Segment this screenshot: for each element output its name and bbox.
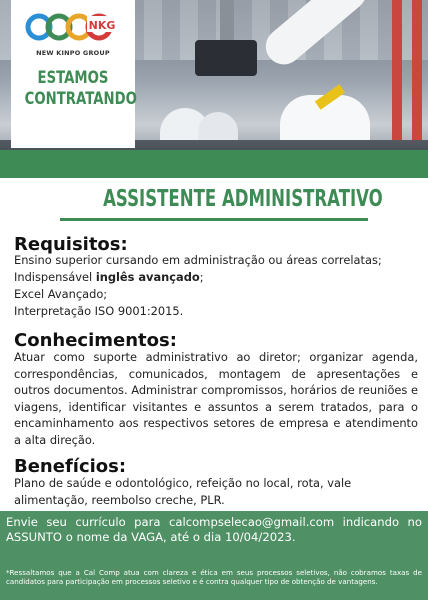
requisito-text: Indispensável: [14, 270, 96, 284]
hiring-headline-line2: CONTRATANDO: [24, 89, 137, 109]
requisito-item: Ensino superior cursando em administração ou áreas correlatas;: [14, 253, 382, 267]
footer-banner: [0, 511, 428, 600]
requisito-item: Excel Avançado;: [14, 287, 108, 301]
requisito-item: [14, 269, 418, 286]
factory-pillar: [392, 0, 402, 150]
logo-text: NKG: [88, 19, 116, 32]
hiring-headline-line1: ESTAMOS: [37, 68, 109, 88]
disclaimer-note: *Ressaltamos que a Cal Comp atua com clareza e ética em seus processos seletivos, não cobramos taxas de candidatos para participação em processos seletivo e é contra qualquer tipo de obtenção de vantagens.: [6, 568, 422, 586]
requisitos-heading: Requisitos:: [14, 234, 128, 255]
conhecimentos-heading: Conhecimentos:: [14, 330, 177, 351]
requisito-text: ;: [199, 270, 204, 284]
company-logo: [25, 10, 121, 44]
job-title-underline: [60, 218, 368, 221]
logo-panel: [11, 0, 135, 148]
requisito-item: Interpretação ISO 9001:2015.: [14, 304, 184, 318]
application-instructions: Envie seu currículo para calcompselecao@gmail.com indicando no ASSUNTO o nome da VAGA, até o dia 10/04/2023.: [6, 515, 422, 544]
requisito-emphasis: inglês avançado: [95, 270, 200, 284]
company-name: NEW KINPO GROUP: [36, 49, 110, 57]
green-banner-strip: [0, 150, 428, 178]
robot-rod: [220, 0, 234, 42]
robot-gripper: [195, 40, 257, 76]
beneficios-text: Plano de saúde e odontológico, refeição no local, rota, vale alimentação, reembolso creche, PLR.: [14, 476, 352, 507]
conhecimentos-text: Atuar como suporte administrativo ao diretor; organizar agenda, correspondências, comunicados, montagem de apresentações e outros documentos. Administrar compromissos, horários de reuniões e viagens, identificar visitantes e assuntos a serem tratados, para o encaminhamento aos respectivos setores de empresa e atendimento a alta direção.: [14, 350, 418, 447]
beneficios-heading: Benefícios:: [14, 456, 127, 477]
requisitos-list: [14, 252, 418, 320]
job-title: ASSISTENTE ADMINISTRATIVO: [103, 186, 383, 212]
factory-pillar: [412, 0, 422, 150]
hiring-headline: [24, 68, 137, 110]
